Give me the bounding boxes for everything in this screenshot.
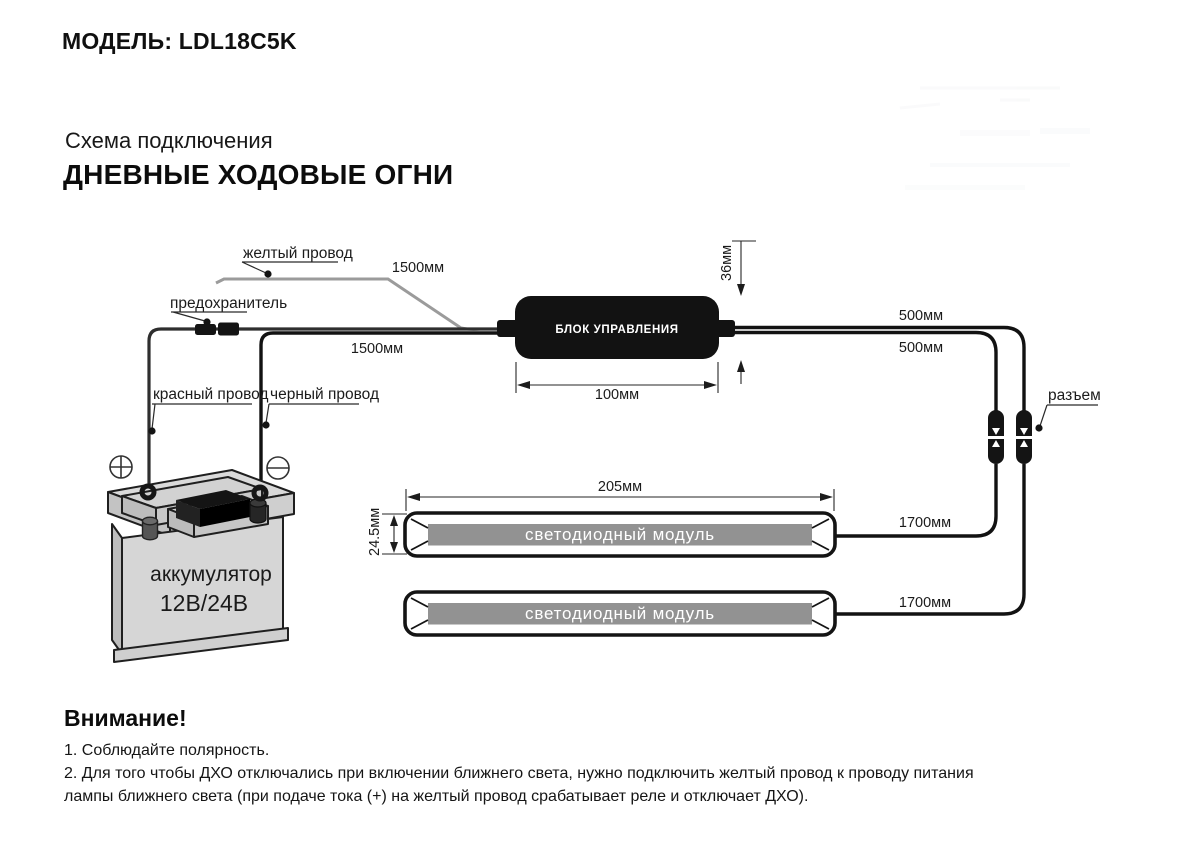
model-title: МОДЕЛЬ: LDL18C5K — [62, 28, 297, 54]
power-wire-length: 1500мм — [350, 341, 404, 357]
connector-label: разъем — [1048, 387, 1101, 404]
module-height-dimension — [367, 508, 407, 556]
output-top-length: 500мм — [898, 308, 944, 324]
unit-height-value: 36мм — [719, 244, 735, 281]
led-module-1 — [405, 513, 835, 556]
battery-minus-post — [250, 499, 266, 523]
output-wire-bottom — [735, 333, 996, 412]
fuse-callout — [170, 295, 287, 326]
warning-line-2: 2. Для того чтобы ДХО отключались при включении ближнего света, нужно подключить желтый провод к проводу питания — [64, 765, 974, 782]
leader-dot — [262, 421, 269, 428]
warning-line-1: 1. Соблюдайте полярность. — [64, 742, 270, 759]
module-height-value: 24.5мм — [367, 507, 383, 556]
yellow-wire-callout — [242, 245, 444, 278]
warning-title: Внимание! — [64, 705, 187, 731]
unit-width-value: 100мм — [594, 387, 640, 403]
black-wire-label: черный провод — [270, 386, 379, 403]
led-module-2 — [405, 592, 835, 635]
leader-dot — [148, 427, 155, 434]
control-unit-label: БЛОК УПРАВЛЕНИЯ — [555, 324, 679, 336]
red-wire-label: красный провод — [153, 386, 269, 403]
led-module-label: светодиодный модуль — [525, 604, 715, 623]
output-wire-top — [735, 328, 1024, 412]
battery-label: аккумулятор — [150, 563, 272, 586]
battery-voltage: 12В/24В — [159, 590, 249, 616]
page-title: ДНЕВНЫЕ ХОДОВЫЕ ОГНИ — [63, 159, 454, 190]
leader-dot — [203, 318, 210, 325]
leader-dot — [1035, 424, 1042, 431]
unit-width-dimension — [516, 362, 718, 403]
red-wire-callout — [148, 386, 268, 435]
faint-watermark-artifacts — [900, 88, 1090, 190]
unit-height-dimension — [719, 241, 756, 384]
warning-line-3: лампы ближнего света (при подаче тока (+) на желтый провод срабатывает реле и отключает ДХО). — [64, 788, 809, 805]
control-unit — [497, 296, 735, 359]
module-length-value: 205мм — [597, 479, 643, 495]
battery-terminal-post — [143, 517, 158, 540]
connector-left — [986, 410, 1006, 464]
leader-dot — [264, 270, 271, 277]
connector-right — [1014, 410, 1034, 464]
module-top-wire-length: 1700мм — [898, 515, 952, 531]
minus-terminal-icon — [267, 457, 289, 479]
module-length-dimension — [406, 479, 834, 511]
module-bottom-wire-length: 1700мм — [898, 595, 952, 611]
red-wire — [149, 329, 502, 486]
fuse-label: предохранитель — [170, 295, 288, 312]
connector-callout — [1035, 387, 1100, 432]
plus-terminal-icon — [110, 456, 132, 478]
black-wire-callout — [262, 386, 379, 429]
yellow-wire-length: 1500мм — [391, 260, 445, 276]
yellow-wire-label: желтый провод — [243, 245, 353, 262]
led-module-label: светодиодный модуль — [525, 525, 715, 544]
output-bottom-length: 500мм — [898, 340, 944, 356]
page-subtitle: Схема подключения — [65, 128, 273, 153]
